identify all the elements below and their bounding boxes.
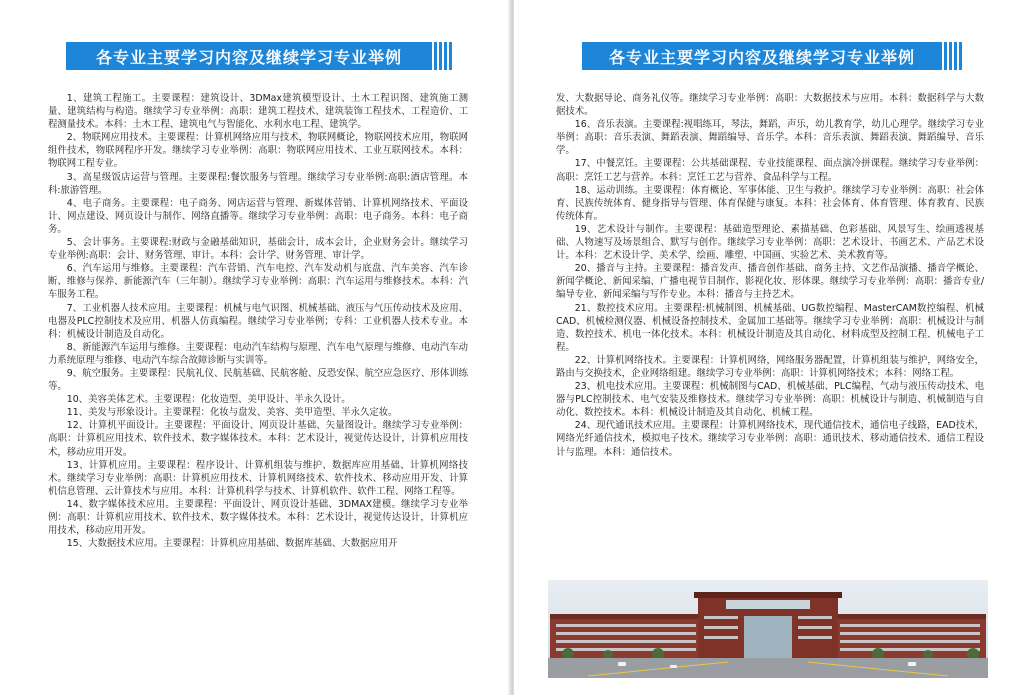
major-paragraph: 4、电子商务。主要课程：电子商务、网店运营与管理、新媒体营销、计算机网络技术、平面设计、网点建设、网页设计与制作、网络直播等。继续学习专业举例：高职：电子商务。本科：电子商务。 — [48, 197, 468, 235]
major-paragraph: 20、播音与主持。主要课程：播音发声、播音创作基础、商务主持、文艺作品演播、播音学概论、新闻学概论、新闻采编、广播电视节目制作、影视化妆、形体课。继续学习专业举例：高职：播音专业/编导专业、新闻采编与写作专业。本科：播音与主持艺术。 — [556, 263, 984, 301]
major-paragraph: 13、计算机应用。主要课程：程序设计、计算机组装与维护、数据库应用基础、计算机网络技术。继续学习专业举例：高职：计算机应用技术、计算机网络技术、软件技术、移动应用开发、计算机信息管理、云计算技术与应用。本科：计算机科学与技术、计算机软件、软件工程、网络工程等。 — [48, 459, 468, 497]
major-paragraph: 10、美容美体艺术。主要课程：化妆造型、美甲设计、半永久设计。 — [66, 394, 351, 406]
school-sign-board — [726, 600, 810, 609]
major-paragraph: 6、汽车运用与维修。主要课程：汽车营销、汽车电控、汽车发动机与底盘、汽车美容、汽车诊断、维修与保养、新能源汽车（三年制）。继续学习专业举例：高职：汽车运用与维修技术。本科：汽车服务工程。 — [48, 263, 468, 301]
continued-paragraph: 发、大数据导论、商务礼仪等。继续学习专业举例：高职：大数据技术与应用。本科：数据科学与大数据技术。 — [556, 93, 984, 118]
major-paragraph: 21、数控技术应用。主要课程:机械制图、机械基础、UG数控编程、MasterCAM数控编程、机械CAD、机械检测仪器、机械设备控制技术、金属加工基础等。继续学习专业举例：高职：机械设计与制造、数控技术、机电一体化技术。本科：机械设计制造及其自动化、材料成型及控制工程、机械电子工程。 — [556, 302, 984, 353]
major-paragraph: 16、音乐表演。主要课程:视唱练耳，琴法，舞蹈，声乐，幼儿教育学，幼儿心理学。继续学习专业举例：高职：音乐表演、舞蹈表演、舞蹈编导、音乐学。本科：音乐表演、舞蹈表演、舞蹈编导、音乐学。 — [556, 119, 984, 157]
glass-atrium — [744, 616, 792, 658]
title-accent-bars — [434, 42, 452, 70]
plaza — [548, 658, 988, 678]
major-paragraph: 17、中餐烹饪。主要课程：公共基础课程、专业技能课程、面点演冷拼课程。继续学习专业举例：高职：烹饪工艺与营养。本科：烹饪工艺与营养、食品科学与工程。 — [556, 158, 984, 183]
major-paragraph: 14、数字媒体技术应用。主要课程：平面设计、网页设计基础、3DMAX建模。继续学习专业举例：高职：计算机应用技术、软件技术、数字媒体技术。本科：艺术设计，视觉传达设计，计算机应用技术，移动应用开发。 — [48, 498, 468, 537]
major-paragraph: 12、计算机平面设计。主要课程：平面设计、网页设计基础、矢量图设计。继续学习专业举例：高职：计算机应用技术、软件技术、数字媒体技术。本科：艺术设计，视觉传达设计，计算机应用技术，移动应用开发。 — [48, 420, 468, 458]
major-paragraph: 19、艺术设计与制作。主要课程：基础造型理论、素描基础、色彩基础、风景写生、绘画透视基础、人物速写及场景组合、默写与创作。继续学习专业举例：高职：艺术设计、书画艺术、产品艺术设计。本科：艺术设计学、美术学、绘画、雕塑、中国画、实验艺术、美术教育等。 — [556, 223, 984, 262]
right-page-title: 各专业主要学习内容及继续学习专业举例 — [582, 42, 942, 70]
major-paragraph: 11、美发与形象设计。主要课程：化妆与盘发、美容、美甲造型、半永久定妆。 — [66, 407, 398, 419]
left-page-body — [48, 92, 468, 550]
major-paragraph: 5、会计事务。主要课程:财政与金融基础知识，基础会计，成本会计，企业财务会计。继续学习专业举例:高职：会计、财务管理、审计。本科：会计学、财务管理、审计学。 — [48, 237, 468, 262]
major-paragraph: 22、计算机网络技术。主要课程：计算机网络，网络服务器配置，计算机组装与维护，网络安全，路由与交换技术，企业网络组建。继续学习专业举例：高职：计算机网络技术；本科：网络工程。 — [556, 354, 984, 379]
major-paragraph: 8、新能源汽车运用与维修。主要课程：电动汽车结构与原理、汽车电气原理与维修、电动汽车动力系统原理与维修、电动汽车综合故障诊断与实训等。 — [48, 341, 468, 366]
major-paragraph: 7、工业机器人技术应用。主要课程：机械与电气识图、机械基础、液压与气压传动技术及应用、电器及PLC控制技术及应用、机器人仿真编程。继续学习专业举例；专科：工业机器人技术专业。本科：机械设计制造及自动化。 — [48, 302, 468, 340]
major-paragraph: 18、运动训练。主要课程：体育概论、军事体能、卫生与救护。继续学习专业举例：高职：社会体育、民族传统体育、健身指导与管理、体育保健与康复。本科：社会体育、体育管理、体育教育、民族传统体育。 — [556, 184, 984, 222]
major-paragraph: 23、机电技术应用。主要课程：机械制图与CAD、机械基础、PLC编程、气动与液压传动技术、电器与PLC控制技术、电气安装及维修技术。继续学习专业举例：高职：机械设计与制造、机械制造与自动化、数控技术。本科：机械设计制造及其自动化、机械工程。 — [556, 381, 984, 419]
right-page — [514, 0, 1024, 695]
right-page-body — [556, 92, 984, 459]
major-paragraph: 1、建筑工程施工。主要课程：建筑设计、3DMax建筑模型设计、土木工程识图、建筑施工测量、建筑结构与构造。继续学习专业举例：高职：建筑工程技术、建筑装饰工程技术、工程造价、工程测量技术。本科：土木工程、建筑电气与智能化、水利水电工程、建筑学。 — [48, 93, 468, 131]
left-page-title: 各专业主要学习内容及继续学习专业举例 — [66, 42, 432, 70]
left-page — [0, 0, 510, 695]
title-accent-bars — [944, 42, 962, 70]
major-paragraph: 3、高星级饭店运营与管理。主要课程:餐饮服务与管理。继续学习专业举例:高职:酒店管理。本科:旅游管理。 — [48, 171, 468, 196]
major-paragraph: 15、大数据技术应用。主要课程：计算机应用基础、数据库基础、大数据应用开 — [66, 538, 398, 550]
major-paragraph: 9、航空服务。主要课程：民航礼仪、民航基础、民航客舱、反恐安保、航空应急医疗、形体训练等。 — [48, 367, 468, 393]
campus-building-illustration — [548, 580, 988, 678]
major-paragraph: 2、物联网应用技术。主要课程：计算机网络应用与技术，物联网概论，物联网技术应用，物联网组件技术，物联网程序开发。继续学习专业举例：高职：物联网应用技术、工业互联网技术。本科：物联网工程专业。 — [48, 132, 468, 170]
campus-photo — [548, 580, 988, 678]
major-paragraph: 24、现代通讯技术应用。主要课程：计算机网络技术，现代通信技术，通信电子线路，EAD技术，网络光纤通信技术，模拟电子技术。继续学习专业举例：高职：通讯技术、移动通信技术、通信工程设计与监理。本科：通信技术。 — [556, 420, 984, 458]
